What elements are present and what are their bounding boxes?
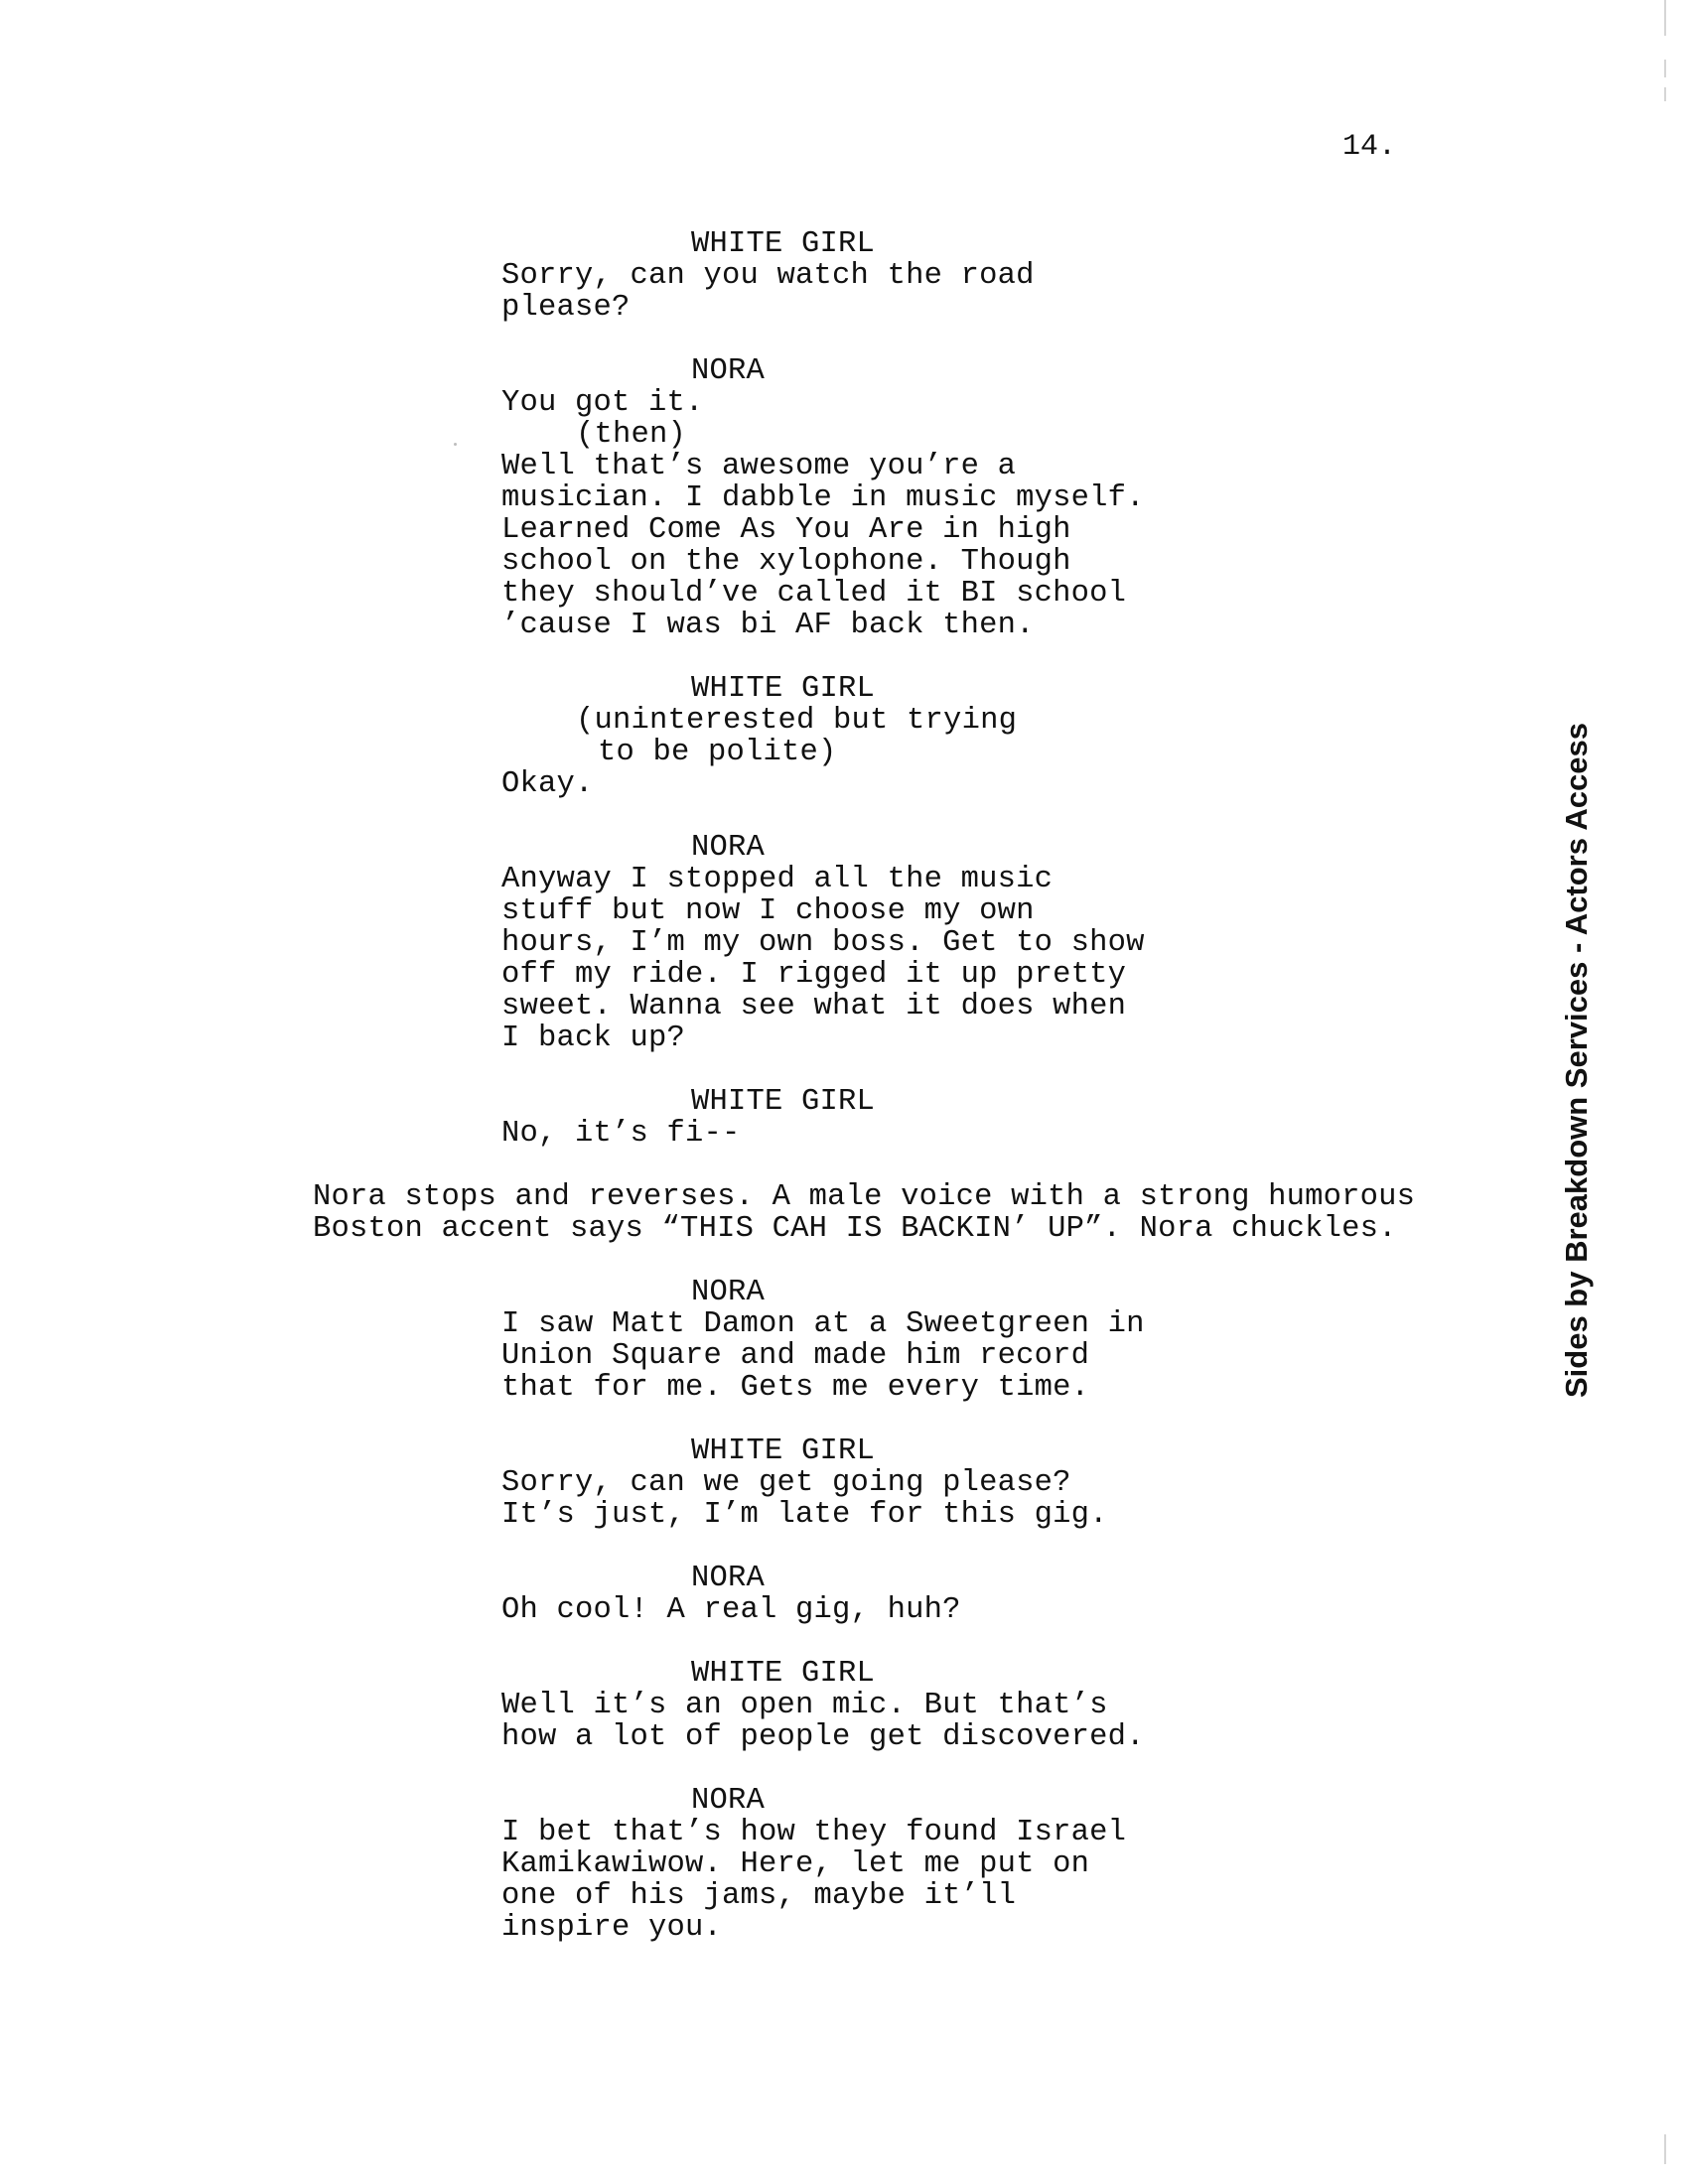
scan-edge-mark [1664, 87, 1666, 101]
scan-speck [454, 443, 457, 446]
dialogue-line: Well it’s an open mic. But that’s [501, 1689, 1108, 1722]
character-name: WHITE GIRL [691, 672, 876, 706]
character-name: NORA [691, 354, 766, 388]
character-name: WHITE GIRL [691, 1085, 876, 1119]
dialogue-line: Anyway I stopped all the music [501, 863, 1054, 896]
dialogue-line: Union Square and made him record [501, 1339, 1090, 1373]
dialogue-line: sweet. Wanna see what it does when [501, 990, 1127, 1024]
scan-edge-mark [1664, 60, 1666, 77]
action-line: Boston accent says “THIS CAH IS BACKIN’ UP”. Nora chuckles. [313, 1212, 1397, 1246]
dialogue-line: they should’ve called it BI school [501, 577, 1127, 611]
dialogue-line: You got it. [501, 386, 704, 420]
dialogue-line: Sorry, can we get going please? [501, 1466, 1071, 1500]
dialogue-line: Learned Come As You Are in high [501, 513, 1071, 547]
character-name: WHITE GIRL [691, 227, 876, 261]
dialogue-line: I bet that’s how they found Israel [501, 1816, 1127, 1849]
action-line: Nora stops and reverses. A male voice with a strong humorous [313, 1180, 1416, 1214]
parenthetical: to be polite) [598, 736, 837, 769]
parenthetical: (uninterested but trying [576, 704, 1018, 738]
dialogue-line: Well that’s awesome you’re a [501, 450, 1017, 483]
dialogue-line: Oh cool! A real gig, huh? [501, 1593, 961, 1627]
dialogue-line: inspire you. [501, 1911, 723, 1945]
dialogue-line: It’s just, I’m late for this gig. [501, 1498, 1108, 1532]
character-name: NORA [691, 1784, 766, 1818]
parenthetical: (then) [576, 418, 687, 452]
dialogue-line: Okay. [501, 767, 594, 801]
dialogue-line: No, it’s fi-- [501, 1117, 741, 1151]
character-name: WHITE GIRL [691, 1657, 876, 1691]
character-name: WHITE GIRL [691, 1434, 876, 1468]
scan-edge-mark [1664, 2134, 1666, 2164]
scan-edge-mark [1664, 0, 1666, 36]
dialogue-line: how a lot of people get discovered. [501, 1720, 1145, 1754]
dialogue-line: stuff but now I choose my own [501, 894, 1035, 928]
dialogue-line: hours, I’m my own boss. Get to show [501, 926, 1145, 960]
dialogue-line: Kamikawiwow. Here, let me put on [501, 1847, 1090, 1881]
dialogue-line: school on the xylophone. Though [501, 545, 1071, 579]
character-name: NORA [691, 831, 766, 865]
watermark-side-note: Sides by Breakdown Services - Actors Access [1559, 722, 1594, 1399]
character-name: NORA [691, 1562, 766, 1595]
dialogue-line: I back up? [501, 1022, 686, 1055]
dialogue-line: one of his jams, maybe it’ll [501, 1879, 1017, 1913]
dialogue-line: I saw Matt Damon at a Sweetgreen in [501, 1307, 1145, 1341]
dialogue-line: that for me. Gets me every time. [501, 1371, 1090, 1405]
dialogue-line: please? [501, 291, 631, 325]
dialogue-line: ’cause I was bi AF back then. [501, 609, 1035, 642]
dialogue-line: Sorry, can you watch the road [501, 259, 1035, 293]
page-number: 14. [1342, 130, 1397, 164]
character-name: NORA [691, 1276, 766, 1309]
dialogue-line: off my ride. I rigged it up pretty [501, 958, 1127, 992]
dialogue-line: musician. I dabble in music myself. [501, 481, 1145, 515]
